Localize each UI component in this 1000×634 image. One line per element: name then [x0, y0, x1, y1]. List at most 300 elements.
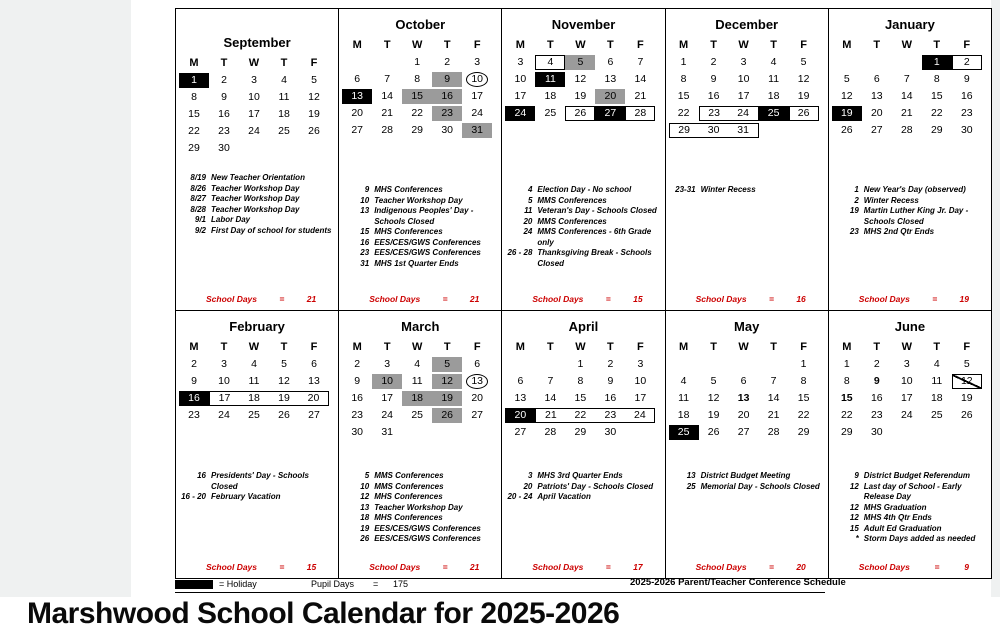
date-cell: 20: [299, 391, 329, 406]
note-line: [343, 524, 499, 535]
note-text: MMS Conferences: [537, 216, 607, 226]
date-cell: 22: [411, 107, 424, 119]
week-row: [505, 373, 664, 390]
date-cell: 29: [840, 426, 853, 438]
school-days-row: [369, 562, 479, 572]
month-notes: [670, 471, 826, 492]
day-header: W: [575, 39, 586, 51]
date-cell: 3: [474, 56, 481, 68]
date-cell: 5: [710, 375, 717, 387]
date-cell: 16: [432, 89, 462, 104]
date-cell: 7: [547, 375, 554, 387]
day-header: F: [963, 39, 971, 51]
day-header-row: [342, 37, 501, 54]
date-cell: 11: [411, 375, 423, 387]
date-cell: 25: [544, 107, 557, 119]
school-days-equals: =: [768, 294, 774, 304]
week-row: [669, 373, 828, 390]
note-text: MHS 4th Qtr Ends: [863, 513, 932, 522]
note-line: [506, 227, 662, 248]
week-row: [669, 54, 828, 71]
day-header-row: [342, 339, 501, 356]
date-cell: 29: [797, 426, 810, 438]
empty-cell: [952, 425, 982, 440]
month-notes: [833, 471, 989, 545]
school-days-value: 19: [959, 294, 969, 304]
week-row: [832, 105, 991, 122]
day-header-row: [505, 339, 664, 356]
note-date: 20 - 24: [507, 492, 533, 501]
date-cell: 4: [251, 358, 257, 370]
note-text: MHS Graduation: [863, 502, 927, 512]
note-line: [343, 471, 499, 482]
note-line: [343, 534, 499, 545]
month-notes: [180, 471, 336, 503]
week-row: [669, 390, 828, 407]
empty-cell: [862, 55, 892, 70]
date-cell: 28: [544, 426, 557, 438]
note-date: 20: [523, 481, 533, 491]
note-line: [343, 238, 499, 249]
month-panel-september: [176, 9, 339, 311]
date-cell: 2: [607, 358, 614, 370]
month-panel-february: [176, 311, 339, 579]
week-row: [669, 88, 828, 105]
day-header: W: [901, 341, 912, 353]
date-cell: 17: [381, 392, 394, 404]
conference-schedule-label: 2025-2026 Parent/Teacher Conference Schedule: [630, 577, 846, 588]
note-line: [506, 471, 662, 482]
date-cell: 22: [797, 409, 810, 421]
month-title: November: [551, 17, 616, 32]
date-cell: 15: [840, 392, 853, 404]
date-cell: 10: [218, 375, 230, 387]
day-header: M: [189, 341, 199, 353]
date-cell: 5: [843, 73, 850, 85]
month-title: September: [223, 35, 291, 50]
calendar-grid: [175, 8, 992, 579]
month-title: March: [401, 319, 440, 334]
date-cell: 6: [311, 358, 317, 370]
note-line: [833, 471, 989, 482]
date-cell: 2: [221, 74, 227, 86]
note-date: 12: [849, 481, 859, 491]
date-cell: 23: [188, 409, 200, 421]
school-days-label: School Days: [532, 562, 584, 572]
note-date: 9: [854, 471, 859, 480]
note-text: EES/CES/GWS Conferences: [374, 237, 481, 247]
week-row: [179, 89, 338, 106]
date-cell: 1: [800, 358, 807, 370]
day-header: T: [547, 341, 554, 353]
holiday-legend-label: = Holiday: [219, 579, 257, 589]
date-cell: 14: [381, 90, 394, 102]
school-days-value: 15: [306, 562, 317, 572]
date-cell: 23: [699, 106, 729, 121]
date-cell: 21: [535, 408, 565, 423]
day-header: F: [637, 341, 644, 353]
note-date: 12: [849, 502, 859, 512]
date-cell: 20: [870, 107, 883, 119]
day-header: M: [679, 39, 689, 51]
month-notes: [343, 471, 499, 545]
date-cell: 11: [931, 375, 943, 387]
note-date: 8/19: [190, 173, 206, 182]
note-text: MHS 1st Quarter Ends: [374, 258, 459, 268]
note-date: 19: [849, 206, 859, 215]
date-cell: 12: [432, 374, 462, 389]
note-date: 11: [524, 206, 533, 215]
date-cell: 9: [873, 375, 880, 387]
note-date: 12: [360, 492, 370, 501]
week-row: [179, 356, 338, 373]
month-title: January: [884, 17, 935, 32]
school-days-value: 9: [964, 562, 969, 572]
note-line: [180, 173, 336, 184]
note-line: [180, 226, 336, 237]
date-cell: 25: [411, 409, 424, 421]
date-cell: 4: [680, 375, 687, 387]
note-line: [180, 194, 336, 205]
empty-cell: [462, 425, 492, 440]
note-text: New Year's Day (observed): [863, 185, 966, 194]
day-header-row: [179, 55, 338, 72]
school-days-label: School Days: [695, 562, 747, 572]
empty-cell: [299, 141, 329, 156]
note-date: 12: [849, 513, 859, 522]
date-cell: 27: [514, 426, 527, 438]
note-date: 9/2: [194, 225, 206, 235]
note-text: First Day of school for students: [211, 225, 332, 235]
note-line: [833, 185, 989, 196]
note-date: 26: [360, 534, 370, 543]
date-cell: 10: [466, 72, 488, 87]
day-header: T: [770, 39, 777, 51]
date-cell: 22: [188, 125, 200, 137]
date-cell: 2: [191, 358, 197, 370]
note-line: [343, 259, 499, 270]
empty-cell: [759, 123, 789, 138]
date-cell: 7: [770, 375, 777, 387]
date-cell: 9: [432, 72, 462, 87]
day-header-row: [505, 37, 664, 54]
school-days-equals: =: [605, 562, 611, 572]
page-title: Marshwood School Calendar for 2025-2026: [27, 597, 620, 630]
month-title: April: [568, 319, 599, 334]
date-cell: 4: [414, 358, 421, 370]
date-cell: 4: [933, 358, 940, 370]
day-header: M: [679, 341, 689, 353]
calendar-document: [131, 0, 991, 597]
day-header: F: [800, 39, 807, 51]
school-days-row: [859, 294, 969, 304]
week-row: [832, 390, 991, 407]
school-days-equals: =: [279, 294, 285, 304]
note-line: [180, 471, 336, 492]
school-days-equals: =: [768, 562, 774, 572]
month-panel-october: [339, 9, 502, 311]
date-cell: 16: [870, 392, 883, 404]
week-row: [505, 356, 664, 373]
date-cell: 29: [930, 124, 943, 136]
month-notes: [506, 471, 662, 503]
month-panel-december: [666, 9, 829, 311]
date-cell: 19: [960, 392, 973, 404]
school-days-row: [532, 562, 642, 572]
week-row: [505, 88, 664, 105]
school-days-label: School Days: [695, 294, 747, 304]
note-line: [343, 482, 499, 493]
date-cell: 5: [432, 357, 462, 372]
date-cell: 26: [960, 409, 973, 421]
day-header: F: [637, 39, 644, 51]
date-cell: 12: [707, 392, 720, 404]
school-days-equals: =: [934, 562, 940, 572]
week-row: [179, 140, 338, 157]
note-line: [343, 503, 499, 514]
week-row: [832, 122, 991, 139]
date-cell: 27: [308, 409, 320, 421]
week-row: [832, 71, 991, 88]
date-cell: 31: [462, 123, 492, 138]
day-header: T: [220, 341, 228, 353]
note-text: Teacher Workshop Day: [211, 194, 300, 203]
date-cell: 30: [218, 142, 230, 154]
date-cell: 29: [669, 123, 699, 138]
day-header: T: [710, 39, 717, 51]
month-notes: [670, 185, 826, 196]
month-title: May: [734, 319, 760, 334]
day-header: M: [842, 39, 852, 51]
calendar-footer: [175, 577, 846, 593]
date-cell: 4: [535, 55, 565, 70]
note-date: 15: [849, 523, 859, 533]
week-row: [669, 122, 828, 139]
note-date: 8/26: [190, 183, 206, 193]
note-date: *: [855, 534, 859, 543]
date-cell: 6: [474, 358, 481, 370]
note-date: 23-31: [675, 185, 696, 194]
note-line: [833, 534, 989, 545]
date-cell: 20: [505, 408, 535, 423]
month-notes: [180, 173, 336, 236]
date-cell: 21: [381, 107, 394, 119]
date-cell: 19: [574, 90, 587, 102]
month-calendar: [832, 37, 991, 139]
school-days-row: [532, 294, 642, 304]
date-cell: 15: [797, 392, 810, 404]
date-cell: 15: [188, 108, 200, 120]
day-header: T: [933, 39, 941, 51]
date-cell: 24: [729, 106, 759, 121]
week-row: [505, 407, 664, 424]
note-date: 8/28: [190, 204, 206, 214]
note-line: [670, 471, 826, 482]
date-cell: 1: [179, 73, 209, 88]
note-line: [343, 513, 499, 524]
note-date: 16: [197, 471, 206, 480]
day-header: T: [280, 57, 288, 69]
date-cell: 21: [900, 107, 913, 119]
date-cell: 9: [963, 73, 970, 85]
date-cell: 16: [218, 108, 230, 120]
empty-cell: [892, 55, 922, 70]
date-cell: 13: [604, 73, 617, 85]
date-cell: 4: [281, 74, 287, 86]
note-text: Thanksgiving Break - Schools Closed: [537, 248, 652, 268]
school-days-equals: =: [279, 562, 285, 572]
date-cell: 6: [873, 73, 880, 85]
note-date: 16 - 20: [181, 492, 206, 501]
date-cell: 30: [699, 123, 729, 138]
note-date: 8/27: [190, 194, 206, 203]
week-row: [342, 356, 501, 373]
date-cell: 13: [308, 375, 320, 387]
date-cell: 13: [870, 90, 883, 102]
date-cell: 30: [441, 124, 454, 136]
month-panel-november: [502, 9, 665, 311]
date-cell: 12: [797, 73, 810, 85]
note-line: [833, 227, 989, 238]
day-header-row: [179, 339, 338, 356]
date-cell: 24: [471, 107, 484, 119]
note-text: Martin Luther King Jr. Day - Schools Closed: [863, 206, 969, 226]
note-text: Winter Recess: [863, 195, 919, 205]
school-days-value: 21: [469, 294, 480, 304]
month-title: October: [395, 17, 446, 32]
school-days-row: [206, 562, 316, 572]
date-cell: 16: [604, 392, 617, 404]
school-days-label: School Days: [369, 294, 421, 304]
note-line: [343, 185, 499, 196]
empty-cell: [269, 141, 299, 156]
holiday-swatch: [175, 580, 213, 589]
date-cell: 17: [471, 90, 484, 102]
note-text: Teacher Workshop Day: [211, 204, 300, 214]
note-date: 19: [360, 523, 370, 533]
week-row: [669, 71, 828, 88]
note-line: [180, 205, 336, 216]
date-cell: 11: [248, 375, 260, 387]
empty-cell: [892, 425, 922, 440]
day-header: T: [607, 341, 614, 353]
note-date: 10: [360, 481, 370, 491]
day-header: F: [473, 39, 481, 51]
week-row: [179, 106, 338, 123]
date-cell: 8: [577, 375, 584, 387]
note-date: 9/1: [194, 215, 206, 224]
date-cell: 19: [432, 391, 462, 406]
note-text: MHS Conferences: [374, 185, 443, 194]
note-date: 1: [854, 185, 859, 194]
note-date: 13: [360, 502, 370, 512]
date-cell: 18: [544, 90, 557, 102]
day-header: W: [575, 341, 586, 353]
date-cell: 8: [680, 73, 687, 85]
empty-cell: [535, 357, 565, 372]
date-cell: 20: [737, 409, 750, 421]
school-days-row: [696, 562, 806, 572]
day-header-row: [832, 339, 991, 356]
day-header: T: [770, 341, 777, 353]
date-cell: 23: [870, 409, 883, 421]
note-line: [180, 215, 336, 226]
date-cell: 26: [308, 125, 320, 137]
date-cell: 18: [239, 391, 269, 406]
date-cell: 12: [574, 73, 587, 85]
week-row: [832, 88, 991, 105]
note-line: [833, 503, 989, 514]
date-cell: 8: [414, 73, 421, 85]
school-days-equals: =: [605, 294, 611, 304]
date-cell: 9: [607, 375, 614, 387]
note-text: Teacher Workshop Day: [211, 183, 300, 193]
note-date: 4: [527, 185, 533, 194]
note-date: 25: [686, 481, 696, 491]
note-text: Election Day - No school: [537, 185, 632, 194]
note-line: [670, 482, 826, 493]
date-cell: 16: [351, 392, 364, 404]
week-row: [342, 390, 501, 407]
date-cell: 16: [707, 90, 720, 102]
day-header: W: [901, 39, 912, 51]
day-header: M: [515, 39, 525, 51]
note-line: [343, 227, 499, 238]
date-cell: 27: [595, 106, 625, 121]
date-cell: 9: [221, 91, 227, 103]
week-row: [505, 54, 664, 71]
date-cell: 23: [595, 408, 625, 423]
date-cell: 14: [900, 90, 913, 102]
note-date: 26 - 28: [507, 248, 533, 257]
week-row: [669, 407, 828, 424]
date-cell: 27: [351, 124, 364, 136]
note-date: 16: [360, 237, 370, 247]
empty-cell: [729, 357, 759, 372]
month-calendar: [342, 339, 501, 441]
day-header: W: [411, 39, 423, 51]
date-cell: 15: [402, 89, 432, 104]
week-row: [342, 373, 501, 390]
day-header: T: [607, 39, 614, 51]
date-cell: 16: [960, 90, 973, 102]
date-cell: 3: [903, 358, 910, 370]
week-row: [179, 373, 338, 390]
date-cell: 13: [342, 89, 372, 104]
week-row: [505, 390, 664, 407]
date-cell: 1: [680, 56, 687, 68]
school-days-row: [859, 562, 969, 572]
note-text: Veteran's Day - Schools Closed: [537, 206, 657, 215]
note-date: 23: [849, 227, 859, 236]
date-cell: 29: [188, 142, 200, 154]
month-calendar: [179, 55, 338, 157]
week-row: [832, 424, 991, 441]
date-cell: 5: [800, 56, 807, 68]
school-days-equals: =: [442, 294, 448, 304]
date-cell: 30: [960, 124, 973, 136]
date-cell: 10: [634, 375, 647, 387]
date-cell: 2: [952, 55, 982, 70]
date-cell: 3: [221, 358, 227, 370]
date-cell: 7: [637, 56, 644, 68]
date-cell: 20: [351, 107, 364, 119]
date-cell: 26: [278, 409, 290, 421]
note-date: 10: [360, 195, 370, 205]
month-calendar: [505, 339, 664, 441]
page-margin-right: [991, 0, 1000, 597]
date-cell: 26: [789, 106, 819, 121]
